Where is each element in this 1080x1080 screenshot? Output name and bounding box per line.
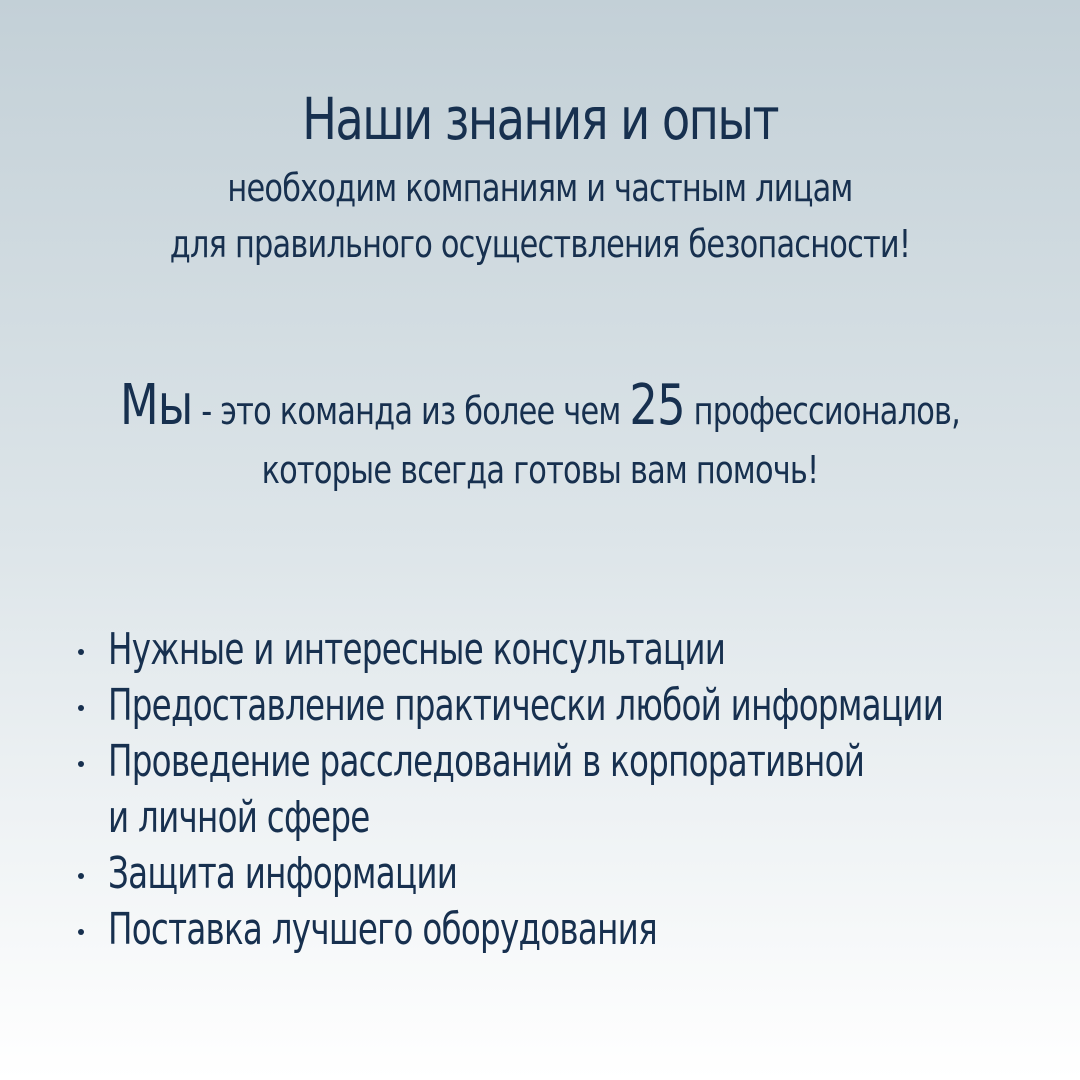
list-item-text: Предоставление практически любой информации [108,680,944,731]
bullet-icon [78,649,84,655]
team-statement-line-2: которые всегда готовы вам помочь! [261,448,819,492]
list-item [72,902,1032,958]
subtitle-line-1: необходим компаниям и частным лицам [227,166,853,210]
bullet-icon [78,761,84,767]
subtitle-line-2: для правильного осуществления безопасности! [169,222,911,266]
list-item [72,734,1032,790]
team-text-before: - это команда из более чем [192,389,630,433]
list-item [72,846,1032,902]
list-item-text: Нужные и интересные консультации [108,624,726,675]
list-item [72,678,1032,734]
team-we: Мы [119,373,193,438]
list-item-text: Поставка лучшего оборудования [108,904,657,955]
bullet-icon [78,929,84,935]
bullet-icon [78,873,84,879]
list-item-text: Защита информации [108,848,458,899]
bullet-icon [78,705,84,711]
list-item-continuation [72,790,1032,846]
services-list [72,622,1032,958]
team-text-after: профессионалов, [684,389,961,433]
list-item-text: Проведение расследований в корпоративной [108,736,865,787]
team-count: 25 [629,373,685,438]
list-item [72,622,1032,678]
list-item-text: и личной сфере [108,792,370,843]
page-title: Наши знания и опыт [302,85,778,153]
